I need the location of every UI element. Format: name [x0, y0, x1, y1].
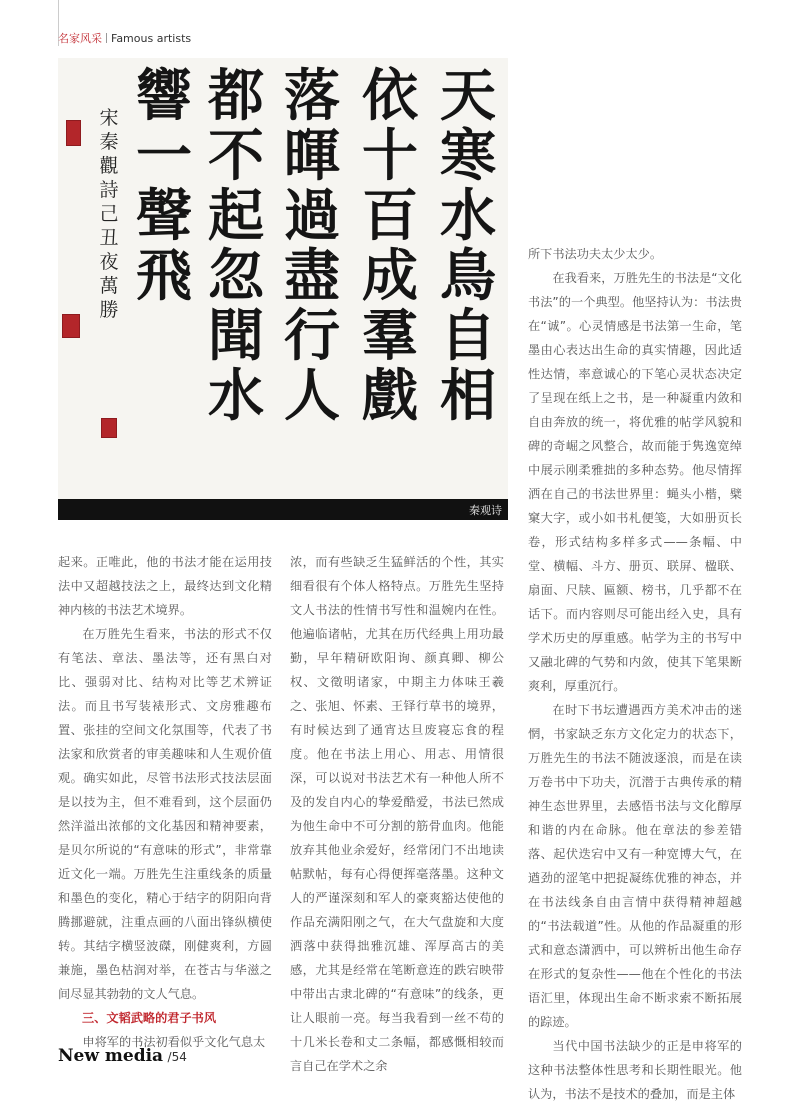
text-column-1: [58, 550, 272, 1054]
text-column-3-top: [528, 242, 742, 1106]
calligraphy-column-3: 落暉過盡行人: [284, 63, 340, 429]
seal-stamp-1: [66, 120, 81, 146]
paragraph: 在万胜先生看来，书法的形式不仅有笔法、章法、墨法等，还有黑白对比、强弱对比、结构对比等艺术辨证法。而且书写装裱形式、文房雅趣布置、张挂的空间文化氛围等，代表了书法家和欣赏者的审美趣味和人生观价值观。确实如此，尽管书法形式技法层面是以技为主，但不难看到，这个层面仍然洋溢出浓郁的文化基因和精神要素，是贝尔所说的“有意味的形式”，非常靠近文化一端。万胜先生注重线条的质量和墨色的变化，精心于结字的阴阳向背腾挪避就，注重点画的八面出锋纵横使转。其结字横竖波磔，刚健爽利，方圆兼施，墨色枯润对举，在苍古与华滋之间尽显其勃勃的文人气息。: [58, 627, 272, 1001]
calligraphy-column-4: 都不起忽聞水: [208, 63, 264, 429]
calligraphy-column-2: 依十百成羣戲: [362, 63, 418, 429]
paragraph: 起来。正唯此，他的书法才能在运用技法中又超越技法之上，最终达到文化精神内核的书法艺术境界。: [58, 555, 272, 617]
section-header: [58, 30, 191, 46]
calligraphy-artwork: [58, 58, 508, 520]
subheading: 三、文韬武略的君子书风: [82, 1011, 217, 1025]
section-title-zh: 名家风采: [58, 32, 102, 45]
page-number: /54: [167, 1050, 187, 1064]
calligraphy-signature: 宋秦觀詩己丑夜萬勝: [99, 107, 119, 321]
paragraph: 在我看来，万胜先生的书法是“文化书法”的一个典型。他坚持认为：书法贵在“诚”。心灵情感是书法第一生命，笔墨由心表达出生命的真实情趣，因此适性达情，率意诚心的下笔心灵状态决定了呈现在纸上之书，是一种凝重内敛和自由奔放的统一，将优雅的帖学风貌和碑的奇崛之风整合，故而能于隽逸宽绰中展示刚柔雅拙的多种态势。他尽情挥洒在自己的书法世界里：蝇头小楷，檗窠大字，或小如书札便笺，大如册页长卷，形式结构多样多式——条幅、中堂、横幅、斗方、册页、联屏、楹联、扇面、尺牍、匾额、榜书，几乎都不在话下。而内容则尽可能出经入史，具有学术历史的厚重感。帖学为主的书写中又融北碑的气势和内敛，使其下笔果断爽利，厚重沉行。: [528, 271, 742, 693]
calligraphy-column-5: 響一聲飛: [136, 63, 192, 309]
seal-stamp-3: [101, 418, 117, 438]
paragraph: 申将军的书法初看似乎文化气息太: [82, 1035, 266, 1049]
artwork-caption-bar: [58, 499, 508, 520]
calligraphy-column-1: 天寒水鳥自相: [440, 63, 496, 429]
section-title-en: Famous artists: [111, 32, 192, 45]
magazine-brand: New media: [58, 1046, 164, 1066]
paragraph: 在时下书坛遭遇西方美术冲击的迷惘，书家缺乏东方文化定力的状态下，万胜先生的书法不随波逐浪，而是在读万卷书中下功夫，沉潜于古典传承的精神生态世界里，去感悟书法与文化醇厚和谐的内在命脉。他在章法的参差错落、起伏迭宕中又有一种宽博大气，在遒劲的涩笔中把捉凝练优雅的神态，并在书法线条自由言情中获得精神超越的“书法载道”性。从他的作品凝重的形式和意态潇洒中，可以辨析出他生命存在形式的复杂性——他在个性化的书法语汇里，体现出生命不断求索不断拓展的踪迹。: [528, 703, 742, 1029]
paragraph: 浓，而有些缺乏生猛鲜活的个性，其实细看很有个体人格特点。万胜先生坚持文人书法的性情书写性和温婉内在性。他遍临诸帖，尤其在历代经典上用功最勤，早年精研欧阳询、颜真卿、柳公权、文徵明诸家，中期主力体味王羲之、张旭、怀素、王铎行草书的境界，有时候达到了通宵达旦废寝忘食的程度。他在书法上用心、用志、用情很深，可以说对书法艺术有一种他人所不及的发自内心的挚爱酷爱，书法已然成为他生命中不可分割的筋骨血肉。他能放弃其他业余爱好，经常闭门不出地读帖默帖，每有心得便挥毫落墨。这种文人的严谨深刻和军人的豪爽豁达使他的作品充满阳刚之气，在大气盘旋和大度洒落中获得拙雅沉雄、浑厚高古的美感，尤其是经常在笔断意连的跌宕映带中带出古隶北碑的“有意味”的线条，更让人眼前一亮。每当我看到一丝不苟的十几米长卷和丈二条幅，都感慨相较而言自己在学术之余: [290, 555, 504, 1073]
page-footer: [58, 1046, 187, 1066]
artwork-caption: 秦观诗: [469, 504, 502, 517]
paragraph: 当代中国书法缺少的正是申将军的这种书法整体性思考和长期性眼光。他认为，书法不是技术的叠加，而是主体: [528, 1039, 742, 1101]
seal-stamp-2: [62, 314, 80, 338]
paragraph: 所下书法功夫太少太少。: [528, 247, 663, 261]
text-column-2: [290, 550, 504, 1078]
